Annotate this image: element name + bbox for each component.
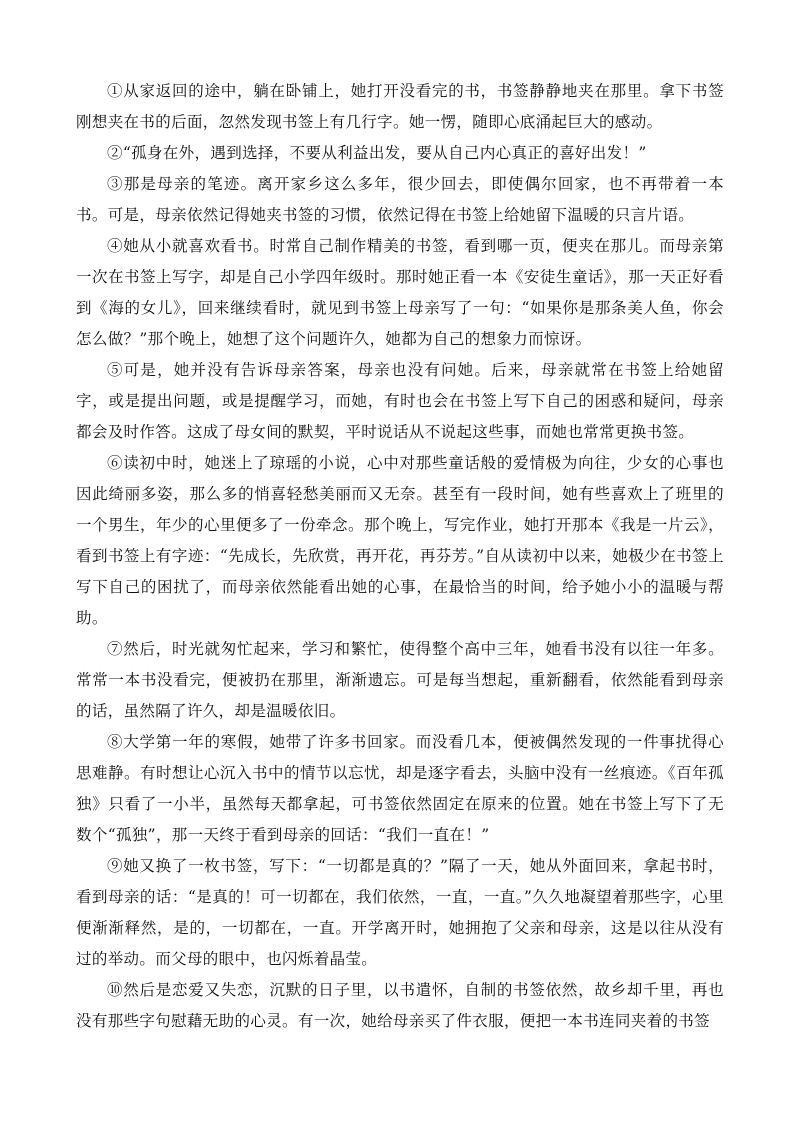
paragraph-4: ④她从小就喜欢看书。时常自己制作精美的书签，看到哪一页，便夹在那儿。而母亲第一次在书签上写字，却是自己小学四年级时。那时她正看一本《安徒生童话》，那一天正好看到《海的女儿》，回来继续看时，就见到书签上母亲写了一句：“如果你是那条美人鱼，你会怎么做？”那个晚上，她想了这个问题许久，她都为自己的想象力而惊讶。 [76, 237, 724, 348]
paragraph-3: ③那是母亲的笔迹。离开家乡这么多年，很少回去，即使偶尔回家，也不再带着一本书。可是，母亲依然记得她夹书签的习惯，依然记得在书签上给她留下温暖的只言片语。 [76, 175, 724, 224]
paragraph-6: ⑥读初中时，她迷上了琼瑶的小说，心中对那些童话般的爱情极为向往，少女的心事也因此绮丽多姿，那么多的悄喜轻愁美丽而又无奈。甚至有一段时间，她有些喜欢上了班里的一个男生，年少的心里便多了一份牵念。那个晚上，写完作业，她打开那本《我是一片云》，看到书签上有字迹：“先成长，先欣赏，再开花，再芬芳。”自从读初中以来，她极少在书签上写下自己的困扰了，而母亲依然能看出她的心事，在最恰当的时间，给予她小小的温暖与帮助。 [76, 454, 724, 627]
paragraph-5: ⑤可是，她并没有告诉母亲答案，母亲也没有问她。后来，母亲就常在书签上给她留字，或是提出问题，或是提醒学习，而她，有时也会在书签上写下自己的困惑和疑问，母亲都会及时作答。这成了母女间的默契，平时说话从不说起这些事，而她也常常更换书签。 [76, 361, 724, 441]
paragraph-8: ⑧大学第一年的寒假，她带了许多书回家。而没看几本，便被偶然发现的一件事扰得心思难静。有时想让心沉入书中的情节以忘忧，却是逐字看去，头脑中没有一丝痕迹。《百年孤独》只看了一小半，虽然每天都拿起，可书签依然固定在原来的位置。她在书签上写下了无数个“孤独”，那一天终于看到母亲的回话：“我们一直在！” [76, 733, 724, 844]
paragraph-9: ⑨她又换了一枚书签，写下：“一切都是真的？”隔了一天，她从外面回来，拿起书时，看到母亲的话：“是真的！可一切都在，我们依然，一直，一直。”久久地凝望着那些字，心里便渐渐释然，是的，一切都在，一直。开学离开时，她拥抱了父亲和母亲，这是以往从没有过的举动。而父母的眼中，也闪烁着晶莹。 [76, 857, 724, 968]
paragraph-1: ①从家返回的途中，躺在卧铺上，她打开没看完的书，书签静静地夹在那里。拿下书签刚想夹在书的后面，忽然发现书签上有几行字。她一愣，随即心底涌起巨大的感动。 [76, 82, 724, 131]
paragraph-7: ⑦然后，时光就匆忙起来，学习和繁忙，使得整个高中三年，她看书没有以往一年多。常常一本书没看完，便被扔在那里，渐渐遗忘。可是每当想起，重新翻看，依然能看到母亲的话，虽然隔了许久，却是温暖依旧。 [76, 640, 724, 720]
document-page [76, 76, 724, 1037]
paragraph-10: ⑩然后是恋爱又失恋，沉默的日子里，以书遣怀，自制的书签依然，故乡却千里，再也没有那些字句慰藉无助的心灵。有一次，她给母亲买了件衣服，便把一本书连同夹着的书签 [76, 981, 724, 1030]
paragraph-2: ②“孤身在外，遇到选择，不要从利益出发，要从自己内心真正的喜好出发！” [107, 144, 647, 162]
